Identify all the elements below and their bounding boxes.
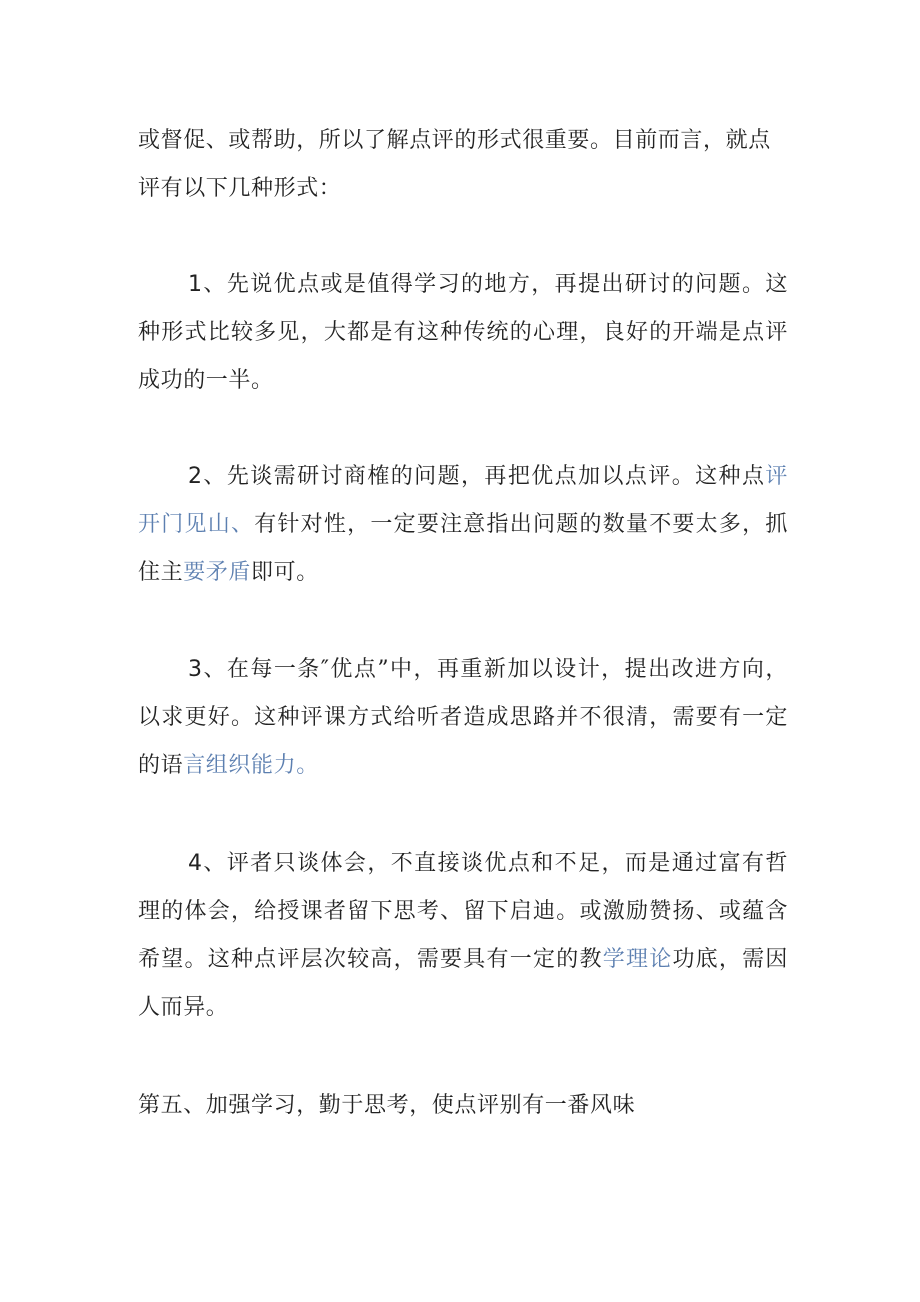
list-item-text: 有针对性，一定要注意指出问题的数量不要太多，抓住主: [138, 512, 788, 585]
intro-paragraph: [138, 117, 788, 213]
list-item-text: 、评者只谈体会，不直接谈优点和不足，而是通过富有哲理的体会，给授课者留下思考、留下启迪。或激励赞扬、或蕴含希望。这种点评层次较高，需要具有一定的教: [138, 851, 788, 972]
list-item-1: [138, 261, 788, 405]
keyword-link[interactable]: 评开门见山、: [138, 464, 788, 537]
keyword-link[interactable]: 要矛盾: [183, 560, 252, 585]
list-item-text: 、在每一条″优点”中，再重新加以设计，提出改进方向，以求更好。这种评课方式给听者造成思路并不很清，需要有一定的语: [138, 657, 788, 778]
list-item-3: [138, 646, 788, 790]
keyword-link[interactable]: 学理论: [602, 947, 673, 972]
intro-line-2: 评有以下几种形式：: [138, 176, 342, 201]
list-item-2: [138, 453, 788, 597]
list-item-number: 2: [188, 464, 203, 489]
list-item-4: [138, 840, 788, 1032]
list-item-text: 即可。: [251, 560, 319, 585]
list-item-text: 功底，需因人而异。: [138, 947, 788, 1020]
list-item-number: 1: [188, 272, 203, 297]
section-heading: [138, 1082, 788, 1130]
list-item-number: 4: [188, 851, 203, 876]
list-item-number: 3: [188, 657, 203, 682]
keyword-link[interactable]: 言组织能力。: [183, 753, 319, 778]
list-item-text: 、先谈需研讨商榷的问题，再把优点加以点评。这种点: [202, 464, 766, 489]
section-heading-text: 第五、加强学习，勤于思考，使点评别有一番风味: [138, 1093, 636, 1118]
intro-line-1: 或督促、或帮助，所以了解点评的形式很重要。目前而言，就点: [138, 128, 771, 153]
list-item-text: 、先说优点或是值得学习的地方，再提出研讨的问题。这种形式比较多见，大都是有这种传统的心理，良好的开端是点评成功的一半。: [138, 272, 788, 393]
